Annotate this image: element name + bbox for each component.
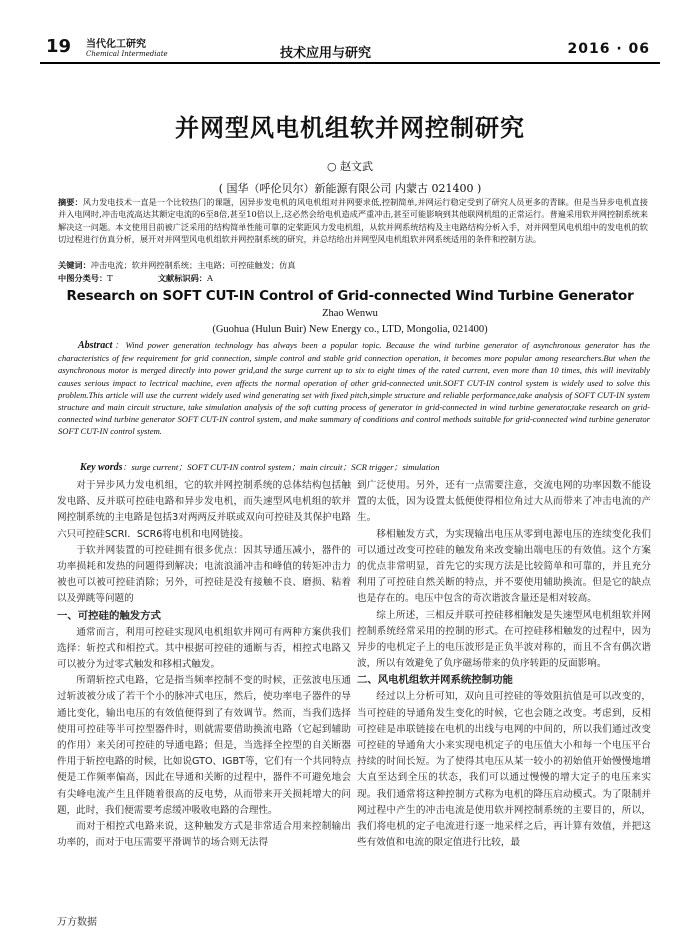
keywords-en-text: surge current；SOFT CUT-IN control system；main circuit；SCR trigger；simulation [131,462,440,472]
paper-title-en: Research on SOFT CUT-IN Control of Grid-connected Wind Turbine Generator [66,288,634,304]
affiliation-cn: ( 国华（呼伦贝尔）新能源有限公司 内蒙古 021400 ) [218,182,482,195]
abstract-en-label: Abstract [78,340,113,351]
paragraph: 综上所述，三相反并联可控硅移相触发是失速型风电机组软并网控制系统经常采用的控制的形式。在可控硅移相触发的过程中，因为异步的电机定子上的电压波形是正负半波对称的，而且不含有偶次谐波，所以有效避免了负序磁场带来的负序转距的反面影响。 [357,609,651,670]
classification [58,272,213,284]
abstract-cn-label: 摘要： [58,197,83,207]
keywords-cn [58,259,648,271]
author-en: Zhao Wenwu [322,308,378,319]
keywords-cn-text: 冲击电流；软并网控制系统；主电路；可控硅触发；仿真 [90,260,296,270]
affiliation-en: (Guohua (Hulun Buir) New Energy co., LTD, Mongolia, 021400) [212,324,488,335]
author-cn: ○ 赵文武 [326,160,374,173]
keywords-en-label: Key words [80,462,123,473]
clc-label: 中图分类号： [58,273,108,283]
paragraph: 经过以上分析可知，双向且可控硅的等效阻抗值是可以改变的，当可控硅的导通角发生变化的时候，它也会随之改变。考虑到，反相可控硅是串联链接在电机的出线与电网的中间的，所以我们通过改变可控硅的导通角大小来实现电机定子的电压值大小和每一个电压平台持续的时间长短。为了使得其电压从某一较小的初始值开始慢慢地增大直至达到全压的状态，我们可以通过慢慢的增大定子的电压来实现。我们通常将这种控制方式称为电机的降压启动模式。为了限制并网过程中产生的冲击电流是使用软并网控制系统的主要目的，所以，我们将电机的定子电流进行逐一地采样之后，再计算有效值，并把这些有效值和电流的限定值进行比较，最 [357,691,651,849]
paragraph: 而对于相控式电路来说，这种触发方式是非常适合用来控制输出功率的，而对于电压需要平滑调节的场合则无法得 [57,821,351,849]
body-column-left [57,478,351,851]
abstract-en-text: Wind power generation technology has always been a popular topic. Because the wind turbine generator of asynchronous generator has the characteristics of few requirement for grid connection, simple control and stable grid connection operation, it becomes more popular among researchers.But when the asynchronous motor is merged directly into power grid,and the surge current up to six to eight times of the rated current, even more than 10 times, this will inevitably causes serious impact to lectrical machine, even affects the normal operation of other grid-connected unit.SOFT CUT-IN control system is widely used to solve this problem.This article will use the current widely used wind generating set with fixed pitch,simple structure and reliable performance,take analysis of SOFT CUT-IN system structure and main circuit structure, take simulation analysis of the soft cutting process of generator in grid-connected in wind turbine generator,take research on grid-connected wind turbine generator SOFT CUT-IN control system, and make summary of conditions and control methods suitable for grid-connected wind turbine generator SOFT CUT-IN control system. [58,340,650,437]
doc-code-label: 文献标识码： [157,273,207,283]
journal-name-en: Chemical Intermediate [86,49,168,58]
paragraph: 通常而言，利用可控硅实现风电机组软并网可有两种方案供我们选择：斩控式和相控式。其中根据可控硅的通断与否，相控式电路又可以被分为过零式触发和移相式触发。 [57,626,351,671]
abstract-en: Abstract：Wind power generation technology has always been a popular topic. Because the wind turbine generator of asynchronous generator has the characteristics of few requirement for grid connection, simple control and stable grid connection operation, it becomes more popular among researchers.But when the asynchronous motor is merged directly into power grid,and the surge current up to six to eight times of the rated current, even more than 10 times, this will inevitably causes serious impact to lectrical machine, even affects the normal operation of other grid-connected unit.SOFT CUT-IN control system is widely used to solve this problem.This article will use the current widely used wind generating set with fixed pitch,simple structure and reliable performance,take analysis of SOFT CUT-IN system structure and main circuit structure, take simulation analysis of the soft cutting process of generator in grid-connected in wind turbine generator,take research on grid-connected wind turbine generator SOFT CUT-IN control system, and make summary of conditions and control methods suitable for grid-connected wind turbine generator SOFT CUT-IN control system. [58,340,650,437]
doc-code-value: A [206,273,213,283]
keywords-cn-label: 关键词： [58,260,91,270]
section-title: 技术应用与研究 [280,46,372,61]
footer-watermark: 万方数据 [57,917,97,928]
header-divider [40,62,660,64]
section-heading: 二、风电机组软并网系统控制功能 [357,674,513,687]
keywords-en: Key words：surge current；SOFT CUT-IN control system；main circuit；SCR trigger；simulation [80,462,440,473]
section-heading: 一、可控硅的触发方式 [57,609,161,622]
paper-title-cn: 并网型风电机组软并网控制研究 [175,114,525,142]
abstract-cn-text: 风力发电技术一直是一个比较热门的课题，因异步发电机的风电机组对并网要求低,控制简单,并网运行稳定受到了研究人员更多的青睐。但是当异步电机直接并入电网时,冲击电流高达其额定电流的6至8倍,甚至10倍以上,这必然会给电机造成严重冲击,甚至可能影响到其他联网机组的正常运行。普遍采用软并网控制系统来解决这一问题。本文使用目前被广泛采用的结构简单性能可靠的定桨距风力发电机组，从软并网系统结构及主电路结构分析入手，对并网型风电机组中的发电机的软切过程进行仿真分析，展开对并网型风电机组软并网控制系统的研究，并总结给出并网型风电机组软并网系统适用的条件和控制方法。 [58,197,648,245]
journal-name-cn: 当代化工研究 [86,39,146,50]
paragraph: 移相触发方式，为实现输出电压从零到电源电压的连续变化我们可以通过改变可控硅的触发角来改变输出端电压的有效值。这个方案的优点非常明显，首先它的实现方法是比较简单和可靠的，并且充分利用了可控硅自然关断的特点，并不要使用辅助换流。但是它的缺点也是存在的。电压中包含的奇次谐波含量还是相对较高。 [357,528,651,605]
paragraph: 对于异步风力发电机组，它的软并网控制系统的总体结构包括触发电路、反并联可控硅电路和异步发电机，而失速型风电机组的软并网控制系统的主电路是包括3对两两反并联或双向可控硅及其保护电路六只可控硅SCRI．SCR6将电机和电网链接。 [57,480,351,540]
paragraph: 于软并网装置的可控硅拥有很多优点：因其导通压减小，器件的功率损耗和发热的问题得到解决；电流浪涌冲击和峰值的转矩冲击力被也可以被可控硅消除；另外，可控硅是没有接触不良、磨损、粘着以及弹跳等问题的 [57,544,351,605]
paragraph: 到广泛使用。另外，还有一点需要注意，交流电网的功率因数不能设置的太低，因为设置太低便使得相位角过大从而带来了冲击电流的产生。 [357,480,651,524]
body-column-right [357,478,651,851]
clc-value: T [107,273,113,283]
page-number: 19 [46,36,72,57]
issue-number: 2016 · 06 [567,41,650,57]
journal-name [86,40,168,58]
paragraph: 所谓斩控式电路，它是指当频率控制不变的时候，正弦波电压通过斩波被分成了若干个小的脉冲式电压，然后，使功率电子器件的导通比变化，输出电压的有效值便得到了有效调节。然而，当我们选择使用可控硅等半可控型器件时，则就需要借助换流电路（它起到辅助的作用）来关闭可控硅的导通电路；但是，当选择全控型的自关断器件用于斩控电路的时候，比如说GTO、IGBT等，它们有一个共同特点便是工作频率偏高，因此在导通和关断的过程中，器件不可避免地会有尖峰电流产生且伴随着很高的反电势，从而带来开关损耗增大的问题，此时，我们便需要考虑缓冲吸收电路的合理性。 [57,675,351,816]
abstract-cn [58,196,648,246]
